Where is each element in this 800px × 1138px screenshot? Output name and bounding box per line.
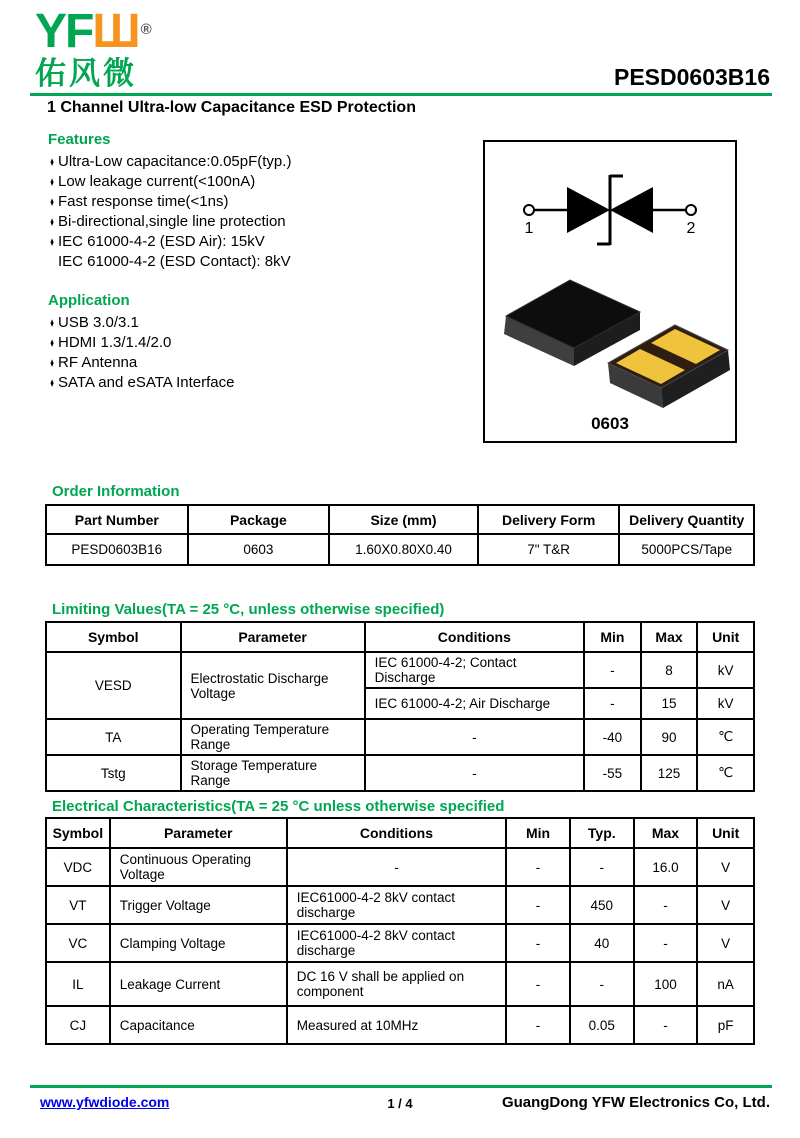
table-row [46,534,754,565]
col-size: Size (mm) [329,505,478,534]
page-number: 1 / 4 [387,1096,413,1111]
application-list [48,313,468,393]
part-number-title: PESD0603B16 [614,64,770,90]
bullet-icon: ♦ [50,375,54,390]
bullet-icon: ♦ [50,335,54,350]
package-size-label: 0603 [591,414,629,433]
cell-unit: kV [697,652,754,688]
cell-min: - [584,652,641,688]
cell-parameter: Storage Temperature Range [181,755,365,791]
col-symbol: Symbol [46,622,181,652]
logo-chinese-name: 佑风微 [35,56,137,91]
col-delivery-quantity: Delivery Quantity [619,505,754,534]
pin1-label: 1 [524,220,534,237]
logo-wordmark [35,5,152,58]
cell-max: 8 [641,652,698,688]
yfw-logo [35,5,152,91]
bidirectional-tvs-diode-symbol [515,167,705,262]
feature-text: Low leakage current(<100nA) [58,173,256,190]
feature-text: IEC 61000-4-2 (ESD Contact): 8kV [58,253,291,270]
cell-symbol: VESD [46,652,181,719]
cell-symbol: VDC [46,848,110,886]
cell-typ: - [570,962,634,1006]
electrical-characteristics-table [45,817,755,1045]
features-section [48,131,468,272]
cell-typ: 0.05 [570,1006,634,1044]
cell-max: 16.0 [634,848,698,886]
cell-min: - [506,924,570,962]
table-row [46,719,754,755]
cell-max: 90 [641,719,698,755]
cell-conditions: IEC61000-4-2 8kV contact discharge [287,924,506,962]
cell-conditions: IEC 61000-4-2; Contact Discharge [365,652,584,688]
list-item [48,252,468,272]
features-heading: Features [48,131,111,148]
cell-min: -55 [584,755,641,791]
table-header-row [46,505,754,534]
cell-unit: ℃ [697,755,754,791]
cell-unit: nA [697,962,754,1006]
cell-max: 125 [641,755,698,791]
cell-typ: - [570,848,634,886]
list-item [48,373,468,393]
limiting-values-table [45,621,755,792]
bullet-icon: ♦ [50,315,54,330]
application-heading: Application [48,292,130,309]
cell-symbol: IL [46,962,110,1006]
cell-max: - [634,886,698,924]
table-row [46,755,754,791]
cell-unit: kV [697,688,754,719]
cell-parameter: Clamping Voltage [110,924,287,962]
application-text: SATA and eSATA Interface [58,374,235,391]
cell-size: 1.60X0.80X0.40 [329,534,478,565]
header-divider [30,93,772,96]
col-parameter: Parameter [181,622,365,652]
logo-yf-text: YF [35,5,93,58]
bullet-icon: ♦ [50,355,54,370]
cell-unit: pF [697,1006,754,1044]
list-item [48,353,468,373]
table-row [46,848,754,886]
cell-symbol: CJ [46,1006,110,1044]
table-row [46,652,754,688]
col-conditions: Conditions [287,818,506,848]
limiting-values-heading: Limiting Values(TA = 25 °C, unless otherwise specified) [52,601,445,618]
bullet-icon: ♦ [50,154,54,169]
bullet-icon: ♦ [50,234,54,249]
col-part-number: Part Number [46,505,188,534]
cell-min: -40 [584,719,641,755]
table-header-row [46,818,754,848]
cell-parameter: Continuous Operating Voltage [110,848,287,886]
cell-min: - [584,688,641,719]
col-max: Max [634,818,698,848]
col-package: Package [188,505,330,534]
cell-min: - [506,886,570,924]
company-name: GuangDong YFW Electronics Co, Ltd. [501,1094,770,1111]
cell-conditions: IEC 61000-4-2; Air Discharge [365,688,584,719]
cell-symbol: Tstg [46,755,181,791]
cell-delivery-form: 7" T&R [478,534,620,565]
col-unit: Unit [697,622,754,652]
list-item [48,152,468,172]
cell-conditions: - [287,848,506,886]
logo-w-glyph: Ш [92,5,139,58]
cell-package: 0603 [188,534,330,565]
col-symbol: Symbol [46,818,110,848]
order-info-table [45,504,755,566]
bullet-icon: ♦ [50,174,54,189]
features-list [48,152,468,272]
cell-min: - [506,962,570,1006]
cell-parameter: Trigger Voltage [110,886,287,924]
cell-conditions: Measured at 10MHz [287,1006,506,1044]
chip-package-photo [490,268,734,413]
list-item [48,313,468,333]
col-min: Min [584,622,641,652]
col-typ: Typ. [570,818,634,848]
cell-parameter: Leakage Current [110,962,287,1006]
cell-symbol: TA [46,719,181,755]
list-item [48,172,468,192]
cell-conditions: - [365,755,584,791]
col-unit: Unit [697,818,754,848]
col-delivery-form: Delivery Form [478,505,620,534]
cell-typ: 450 [570,886,634,924]
list-item [48,192,468,212]
cell-parameter: Operating Temperature Range [181,719,365,755]
table-row [46,924,754,962]
col-min: Min [506,818,570,848]
feature-text: IEC 61000-4-2 (ESD Air): 15kV [58,233,265,250]
cell-unit: V [697,886,754,924]
registered-trademark-icon: ® [140,21,152,38]
col-conditions: Conditions [365,622,584,652]
cell-parameter: Capacitance [110,1006,287,1044]
bullet-icon: ♦ [50,214,54,229]
application-section [48,292,468,393]
cell-max: - [634,924,698,962]
table-row [46,886,754,924]
feature-text: Fast response time(<1ns) [58,193,229,210]
table-row [46,962,754,1006]
list-item [48,232,468,252]
cell-unit: V [697,924,754,962]
application-text: HDMI 1.3/1.4/2.0 [58,334,172,351]
page-subtitle: 1 Channel Ultra-low Capacitance ESD Protection [47,99,416,116]
feature-text: Ultra-Low capacitance:0.05pF(typ.) [58,153,292,170]
cell-min: - [506,1006,570,1044]
footer-divider [30,1085,772,1088]
application-text: RF Antenna [58,354,138,371]
cell-unit: ℃ [697,719,754,755]
cell-typ: 40 [570,924,634,962]
application-text: USB 3.0/3.1 [58,314,139,331]
cell-conditions: DC 16 V shall be applied on component [287,962,506,1006]
website-link[interactable]: www.yfwdiode.com [40,1094,170,1110]
feature-text: Bi-directional,single line protection [58,213,286,230]
col-max: Max [641,622,698,652]
cell-max: - [634,1006,698,1044]
cell-delivery-quantity: 5000PCS/Tape [619,534,754,565]
electrical-characteristics-heading: Electrical Characteristics(TA = 25 °C unless otherwise specified [52,798,505,815]
cell-conditions: - [365,719,584,755]
list-item [48,212,468,232]
table-header-row [46,622,754,652]
cell-max: 100 [634,962,698,1006]
cell-conditions: IEC61000-4-2 8kV contact discharge [287,886,506,924]
package-illustration-box [483,140,737,443]
cell-parameter: Electrostatic Discharge Voltage [181,652,365,719]
cell-min: - [506,848,570,886]
pin2-label: 2 [686,220,696,237]
list-item [48,333,468,353]
cell-max: 15 [641,688,698,719]
bullet-icon: ♦ [50,194,54,209]
cell-unit: V [697,848,754,886]
cell-symbol: VC [46,924,110,962]
order-info-heading: Order Information [52,483,180,500]
cell-symbol: VT [46,886,110,924]
col-parameter: Parameter [110,818,287,848]
cell-part-number: PESD0603B16 [46,534,188,565]
table-row [46,1006,754,1044]
